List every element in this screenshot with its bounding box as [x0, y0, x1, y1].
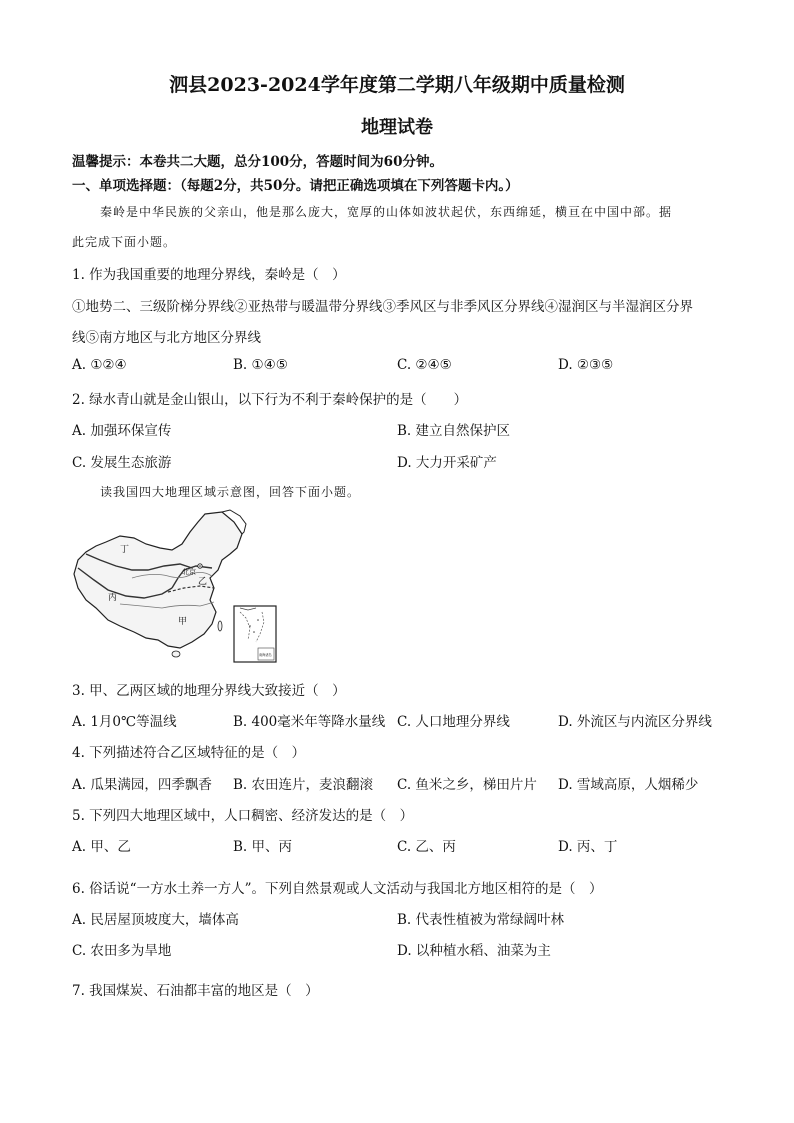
page-title: 泗县2023-2024学年度第二学期八年级期中质量检测: [169, 74, 625, 96]
question-2-option-c[interactable]: C. 发展生态旅游: [72, 455, 172, 471]
question-7-stem: 7. 我国煤炭、石油都丰富的地区是（ ）: [72, 983, 319, 999]
question-1-stem: 1. 作为我国重要的地理分界线，秦岭是（ ）: [72, 267, 346, 283]
china-regions-map: [72, 508, 278, 664]
question-1-option-c[interactable]: C. ②④⑤: [397, 357, 452, 373]
china-regions-map-svg: [72, 508, 278, 664]
question-6-stem: 6. 俗话说“一方水土养一方人”。下列自然景观或人文活动与我国北方地区相符的是（ ）: [72, 881, 603, 897]
question-6-option-a[interactable]: A. 民居屋顶坡度大，墙体高: [72, 912, 239, 928]
label-nanhai: 南海诸岛: [259, 653, 272, 657]
intro-line-2: 此完成下面小题。: [72, 235, 177, 249]
question-2-stem: 2. 绿水青山就是金山银山，以下行为不利于秦岭保护的是（ ）: [72, 392, 468, 408]
question-4-option-c[interactable]: C. 鱼米之乡，梯田片片: [397, 777, 537, 793]
section-heading: 一、单项选择题：（每题2分，共50分。请把正确选项填在下列答题卡内。）: [72, 178, 519, 194]
label-ding: 丁: [120, 545, 130, 555]
china-outline: [74, 512, 242, 648]
label-yi: 乙: [198, 577, 208, 587]
question-4-stem: 4. 下列描述符合乙区域特征的是（ ）: [72, 745, 306, 761]
map-intro: 读我国四大地理区域示意图，回答下面小题。: [100, 485, 361, 499]
question-5-stem: 5. 下列四大地理区域中，人口稠密、经济发达的是（ ）: [72, 808, 414, 824]
question-3-option-b[interactable]: B. 400毫米年等降水量线: [233, 714, 386, 730]
question-6-option-b[interactable]: B. 代表性植被为常绿阔叶林: [397, 912, 565, 928]
question-5-option-c[interactable]: C. 乙、丙: [397, 839, 456, 855]
page-subtitle: 地理试卷: [361, 117, 433, 138]
question-2-option-b[interactable]: B. 建立自然保护区: [397, 423, 511, 439]
question-6-option-c[interactable]: C. 农田多为旱地: [72, 943, 172, 959]
question-5-option-b[interactable]: B. 甲、丙: [233, 839, 293, 855]
question-5-option-d[interactable]: D. 丙、丁: [558, 839, 618, 855]
label-jia: 甲: [178, 617, 188, 627]
label-beijing: 北京: [182, 568, 196, 576]
question-2-option-a[interactable]: A. 加强环保宣传: [72, 423, 172, 439]
question-3-stem: 3. 甲、乙两区域的地理分界线大致接近（ ）: [72, 683, 346, 699]
question-4-option-b[interactable]: B. 农田连片，麦浪翻滚: [233, 777, 374, 793]
hainan-island: [172, 651, 180, 657]
question-1-statement-line-2: 线⑤南方地区与北方地区分界线: [72, 330, 261, 346]
question-2-option-d[interactable]: D. 大力开采矿产: [397, 455, 497, 471]
question-1-statement-line-1: ①地势二、三级阶梯分界线②亚热带与暖温带分界线③季风区与非季风区分界线④湿润区与半湿润区分界: [72, 299, 693, 315]
notice-text: 温馨提示：本卷共二大题，总分100分，答题时间为60分钟。: [72, 154, 443, 170]
question-3-option-a[interactable]: A. 1月0℃等温线: [72, 714, 177, 730]
question-3-option-c[interactable]: C. 人口地理分界线: [397, 714, 510, 730]
question-5-option-a[interactable]: A. 甲、乙: [72, 839, 131, 855]
question-4-option-a[interactable]: A. 瓜果满园，四季飘香: [72, 777, 212, 793]
taiwan-island: [218, 621, 222, 631]
question-3-option-d[interactable]: D. 外流区与内流区分界线: [558, 714, 712, 730]
question-1-option-a[interactable]: A. ①②④: [72, 357, 127, 373]
label-bing: 丙: [108, 593, 118, 603]
question-6-option-d[interactable]: D. 以种植水稻、油菜为主: [397, 943, 551, 959]
intro-line-1: 秦岭是中华民族的父亲山，他是那么庞大，宽厚的山体如波状起伏，东西绵延，横亘在中国中部。据: [100, 205, 673, 219]
question-1-option-b[interactable]: B. ①④⑤: [233, 357, 288, 373]
question-1-option-d[interactable]: D. ②③⑤: [558, 357, 614, 373]
question-4-option-d[interactable]: D. 雪域高原，人烟稀少: [558, 777, 699, 793]
